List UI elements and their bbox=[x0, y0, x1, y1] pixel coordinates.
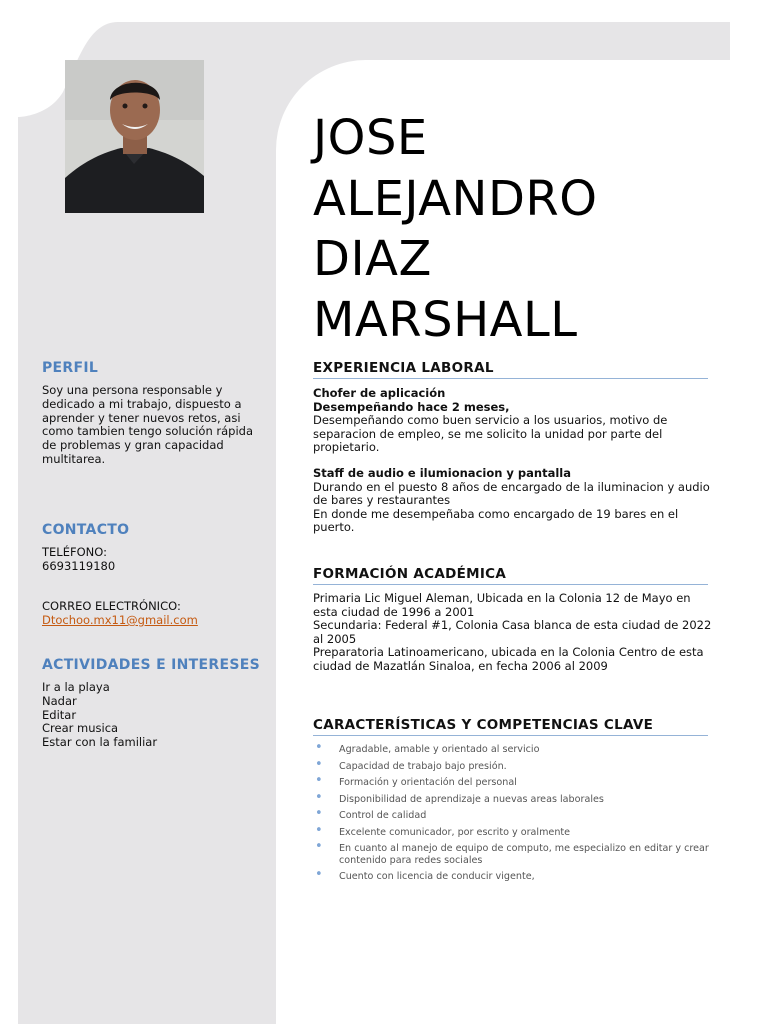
email-label: CORREO ELECTRÓNICO: bbox=[42, 599, 181, 613]
skill-item: • Control de calidad bbox=[313, 810, 713, 822]
interest-item: Crear musica bbox=[42, 721, 119, 736]
job-1-description: Desempeñando como buen servicio a los usuarios, motivo de separacion de empleo, se me solicito la unidad por parte del propietario. bbox=[313, 413, 668, 455]
job-2-description-2: En donde me desempeñaba como encargado de 19 bares en el puerto. bbox=[313, 506, 679, 535]
skill-item: • Capacidad de trabajo bajo presión. bbox=[313, 761, 713, 773]
skill-item: • Formación y orientación del personal bbox=[313, 777, 713, 789]
profile-photo bbox=[65, 60, 204, 213]
interest-item: Nadar bbox=[42, 693, 77, 708]
skill-item: • Disponibilidad de aprendizaje a nuevas areas laborales bbox=[313, 794, 713, 806]
interests-list bbox=[42, 681, 267, 750]
name-line-2: ALEJANDRO bbox=[313, 170, 598, 227]
education-heading: FORMACIÓN ACADÉMICA bbox=[313, 566, 708, 585]
education-list bbox=[313, 592, 713, 674]
education-item: Primaria Lic Miguel Aleman, Ubicada en la Colonia 12 de Mayo en esta ciudad de 1996 a 2001 bbox=[313, 591, 691, 619]
interest-item: Ir a la playa bbox=[42, 680, 110, 694]
candidate-name bbox=[313, 108, 733, 350]
job-1-title: Chofer de aplicación bbox=[313, 386, 446, 400]
interest-item: Estar con la familiar bbox=[42, 735, 158, 750]
contact-heading: CONTACTO bbox=[42, 522, 130, 538]
skill-item: • En cuanto al manejo de equipo de computo, me especializo en editar y crear contenido para redes sociales bbox=[313, 843, 713, 866]
job-2-title: Staff de audio e ilumionacion y pantalla bbox=[313, 466, 571, 480]
email-link[interactable]: Dtochoo.mx11@gmail.com bbox=[42, 613, 198, 627]
skill-item: • Agradable, amable y orientado al servicio bbox=[313, 744, 713, 756]
name-line-1: JOSE bbox=[313, 110, 428, 166]
skill-item: • Cuento con licencia de conducir vigente, bbox=[313, 871, 713, 883]
job-2-description-1: Durando en el puesto 8 años de encargado de la iluminacion y audio de bares y restaurantes bbox=[313, 479, 710, 508]
experience-job-1 bbox=[313, 387, 713, 455]
name-line-4: MARSHALL bbox=[313, 291, 578, 348]
phone-value: 6693119180 bbox=[42, 559, 116, 573]
profile-heading: PERFIL bbox=[42, 360, 99, 376]
profile-text: Soy una persona responsable y dedicado a mi trabajo, dispuesto a aprender y tener nuevos retos, asi como tambien tengo solución rápida de problemas y gran capacidad multitarea. bbox=[42, 383, 254, 466]
interest-item: Editar bbox=[42, 707, 77, 722]
skills-list bbox=[313, 744, 713, 888]
education-item: Preparatoria Latinoamericano, ubicada en la Colonia Centro de esta ciudad de Mazatlán Sinaloa, en fecha 2006 al 2009 bbox=[313, 645, 704, 673]
job-1-subtitle: Desempeñando hace 2 meses, bbox=[313, 399, 510, 414]
interests-heading: ACTIVIDADES E INTERESES bbox=[42, 657, 260, 673]
skill-item: • Excelente comunicador, por escrito y oralmente bbox=[313, 827, 713, 839]
name-line-3: DIAZ bbox=[313, 231, 432, 287]
skills-heading: CARACTERÍSTICAS Y COMPETENCIAS CLAVE bbox=[313, 717, 708, 736]
phone-label: TELÉFONO: bbox=[42, 545, 107, 559]
experience-heading: EXPERIENCIA LABORAL bbox=[313, 360, 708, 379]
education-item: Secundaria: Federal #1, Colonia Casa blanca de esta ciudad de 2022 al 2005 bbox=[313, 618, 712, 646]
experience-job-2 bbox=[313, 467, 713, 535]
